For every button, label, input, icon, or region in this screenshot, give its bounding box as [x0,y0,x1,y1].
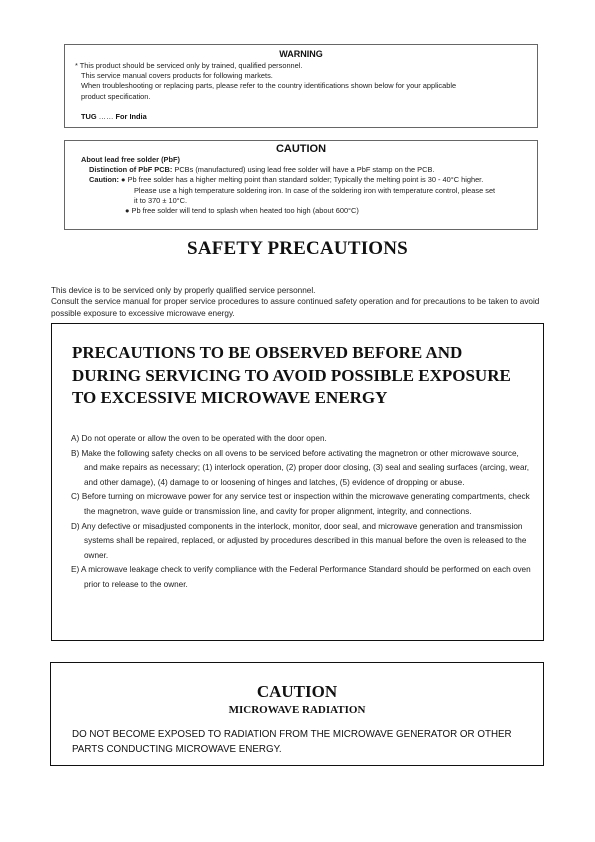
pbf-bullet1-line: Pb free solder has a higher melting point than standard solder; Typically the melting point is 30 - 40°C higher. [127,175,484,185]
precautions-list [71,432,531,593]
pbf-caution-label: Caution: [89,175,119,185]
caution-radiation-subtitle: MICROWAVE RADIATION [228,704,366,716]
pbf-distinction-label: Distinction of PbF PCB: [89,165,173,175]
list-item: C) Before turning on microwave power for any service test or inspection within the microwave generating compartments, check the magnetron, wave guide or transmission line, and cavity for proper alignment, integrity, and connections. [71,492,530,516]
pbf-bullet1-line: Please use a high temperature soldering iron. In case of the soldering iron with temperature control, please set [134,185,496,195]
warning-line: This service manual covers products for following markets. [81,71,273,81]
pbf-bullet2-text: Pb free solder will tend to splash when heated too high (about 600°C) [131,206,359,216]
caution-pbf-text [81,155,531,216]
intro-line: Consult the service manual for proper service procedures to assure continued safety operation and for precautions to be taken to avoid possible exposure to excessive microwave energy. [51,297,540,318]
list-item: D) Any defective or misadjusted components in the interlock, monitor, door seal, and microwave generation and transmission systems shall be repaired, replaced, or adjusted by procedures described in this manual before the oven is released to the owner. [71,521,527,560]
pbf-distinction-text: PCBs (manufactured) using lead free solder will have a PbF stamp on the PCB. [174,165,435,175]
pbf-bullet2 [81,206,531,216]
intro-line: This device is to be serviced only by properly qualified service personnel. [51,286,316,295]
market-identification [81,112,147,121]
warning-title: WARNING [279,49,323,59]
page-title: SAFETY PRECAUTIONS [187,238,408,259]
pbf-about: About lead free solder (PbF) [81,155,180,164]
caution-radiation-title: CAUTION [256,682,338,701]
bullet-icon: ● [125,206,130,216]
list-item: A) Do not operate or allow the oven to be operated with the door open. [71,434,327,443]
market-code: TUG [81,112,97,121]
precautions-box [51,323,544,641]
warning-text [75,61,531,102]
pbf-bullet1-line: it to 370 ± 10°C. [134,195,188,205]
bullet-icon: ● [121,175,126,185]
market-name: For India [115,112,147,121]
pbf-distinction [81,165,531,175]
list-item: B) Make the following safety checks on all ovens to be serviced before activating the magnetron or other microwave source, and make repairs as necessary; (1) interlock operation, (2) proper door closing, (3) seal and sealing surfaces (arcing, wear, and other damage), (4) damage to or loosening of hinges and latches, (5) evidence of dropping or abuse. [71,448,530,487]
warning-box [64,44,538,128]
list-item: E) A microwave leakage check to verify compliance with the Federal Performance Standard should be performed on each oven prior to release to the owner. [71,565,531,589]
caution-pbf-title: CAUTION [275,143,327,155]
caution-pbf-box [64,140,538,230]
caution-radiation-text: DO NOT BECOME EXPOSED TO RADIATION FROM THE MICROWAVE GENERATOR OR OTHER PARTS CONDUCTING MICROWAVE ENERGY. [72,729,512,755]
warning-line: product specification. [81,91,151,101]
caution-radiation-box [50,662,544,766]
precautions-heading: PRECAUTIONS TO BE OBSERVED BEFORE AND DURING SERVICING TO AVOID POSSIBLE EXPOSURE TO EXCESSIVE MICROWAVE ENERGY [72,343,511,407]
warning-line: * This product should be serviced only by trained, qualified personnel. [75,61,303,70]
safety-intro [51,285,551,319]
market-dots: …… [98,112,114,121]
pbf-caution-line [81,175,531,185]
warning-line: When troubleshooting or replacing parts, please refer to the country identifications shown below for your applicable [81,81,457,91]
